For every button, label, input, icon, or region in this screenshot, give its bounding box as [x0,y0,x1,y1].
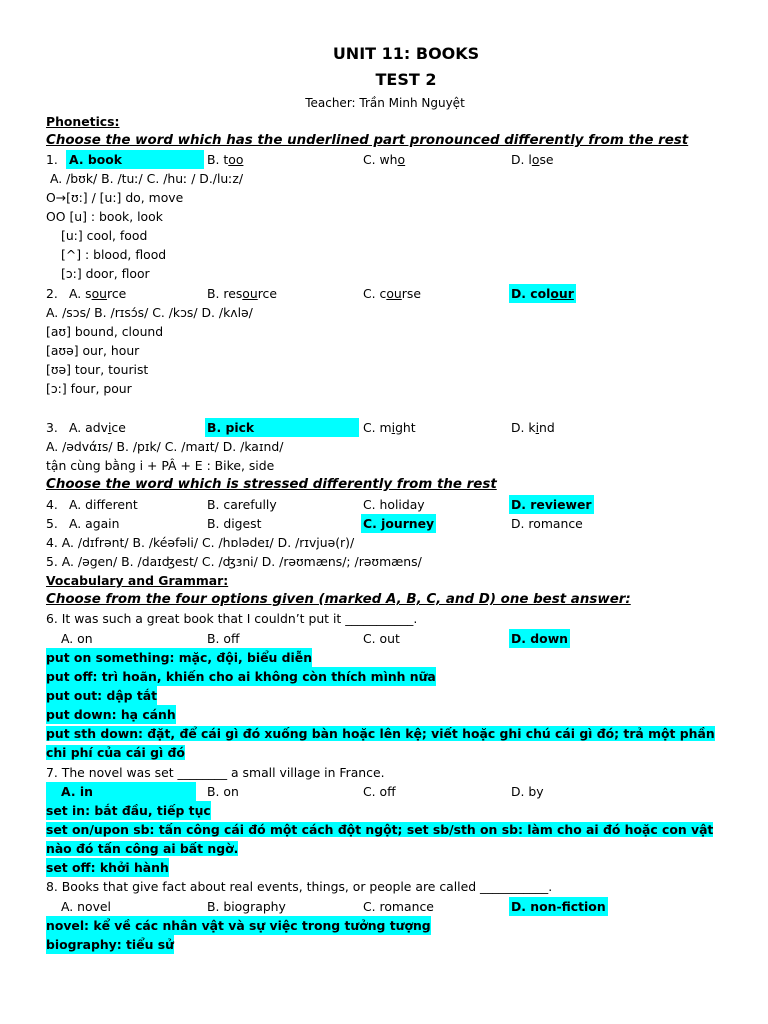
stress-note-4 [0,533,768,552]
q6-note-3 [0,686,768,705]
q1-rule-long-u: [u:] cool, food [61,228,148,243]
q4-option-d-answer: D. reviewer [511,497,592,512]
vocab-heading-line [0,571,768,590]
unit-title: UNIT 11: BOOKS [332,44,480,63]
phonetics-heading: Phonetics: [46,114,120,129]
q5-number: 5. [46,516,58,531]
q1-note-1 [0,169,768,188]
q1-note-3 [0,207,768,226]
q2-transcription: A. /sɔs/ B. /rɪsɔ́s/ C. /kɔs/ D. /kʌlə/ [46,305,253,320]
q1-b-text: B. t [207,152,229,167]
q1-c-underlined: o [397,152,406,167]
q8-option-c: C. romance [363,899,434,914]
q6-note-put-off: put off: trì hoãn, khiến cho ai không còn thích mình nữa [46,669,436,684]
q6-note-put-down: put down: hạ cánh [46,707,176,722]
vocab-instruction: Choose from the four options given (marked A, B, C, and D) one best answer: [46,592,631,607]
question-5 [0,514,768,533]
q7-option-a-answer: A. in [46,782,196,801]
q5-option-d: D. romance [511,516,583,531]
q5-option-c-answer: C. journey [363,516,435,531]
test-title-line [0,70,768,92]
q1-b-underlined: oo [228,152,244,167]
q7-note-1 [0,801,768,820]
q1-option-c [363,150,405,169]
q8-option-d-answer: D. non-fiction [511,899,606,914]
q2-c-text: C. c [363,286,387,301]
q6-option-c: C. out [363,631,400,646]
q6-stem: 6. It was such a great book that I couldn’t put it ___________. [46,611,418,626]
q7-note-set-on: set on/upon sb: tấn công cái đó một cách đột ngột; set sb/sth on sb: làm cho ai đó hoặc con vật nào đó tấn công ai bất ngờ. [46,822,714,856]
unit-title-line [0,44,768,66]
q3-c-text: C. m [363,420,392,435]
q7-stem: 7. The novel was set ________ a small village in France. [46,765,385,780]
q7-note-set-in: set in: bắt đầu, tiếp tục [46,803,211,818]
q6-note-put-out: put out: dập tắt [46,688,158,703]
q7-note-set-off: set off: khởi hành [46,860,169,875]
q6-note-4 [0,705,768,724]
q3-a-text: A. adv [69,420,108,435]
phonetics-instruction: Choose the word which has the underlined part pronounced differently from the rest [46,133,689,148]
q3-note-2 [0,456,768,475]
q2-c-underlined: ou [386,286,402,301]
q1-d-suffix: se [539,152,554,167]
q8-note-novel: novel: kể về các nhân vật và sự việc trong tưởng tượng [46,918,431,933]
teacher-name: Teacher: Trần Minh Nguyệt [305,96,465,110]
q7-option-c: C. off [363,784,396,799]
q2-a-underlined: ou [91,286,108,301]
stress-instruction: Choose the word which is stressed differently from the rest [46,477,497,492]
q2-note-1 [0,303,768,322]
phonetics-heading-line [0,112,768,131]
q8-note-1 [0,916,768,935]
question-4 [0,495,768,514]
q3-d-suffix: nd [539,420,555,435]
q7-note-3 [0,858,768,877]
q1-c-text: C. wh [363,152,398,167]
q6-note-put-sth-down: put sth down: đặt, để cái gì đó xuống bàn hoặc lên kệ; viết hoặc ghi chú cái gì đó; trả một phần chi phí của cái gì đó [46,726,715,760]
q7-option-d: D. by [511,784,544,799]
q2-c-suffix: rse [401,286,421,301]
q1-note-6 [0,264,768,283]
q2-note-2 [0,322,768,341]
q6-note-2 [0,667,768,686]
q1-option-a-answer: A. book [66,150,204,169]
q3-transcription: A. /ədvάɪs/ B. /pɪk/ C. /maɪt/ D. /kaɪnd/ [46,439,284,454]
q3-number: 3. [46,420,58,435]
q2-rule-au: [aʊ] bound, clound [46,324,164,339]
q2-option-d-answer [509,284,576,303]
q1-number: 1. [46,152,58,167]
q3-rule: tận cùng bằng i + PÂ + E : Bike, side [46,458,275,473]
q2-number: 2. [46,286,58,301]
q8-note-biography: biography: tiểu sử [46,937,174,952]
q7-options [0,782,768,801]
q3-a-suffix: ce [111,420,126,435]
q7-stem-line [0,763,768,782]
q2-note-4 [0,360,768,379]
q1-d-text: D. l [511,152,532,167]
q1-option-d [511,150,554,169]
q3-option-a [69,418,126,437]
q2-rule-ue: [ʊə] tour, tourist [46,362,149,377]
q3-c-underlined: i [391,420,396,435]
q6-option-d-answer: D. down [511,631,568,646]
question-3 [0,418,768,437]
q2-note-3 [0,341,768,360]
phonetics-instruction-line [0,131,768,150]
q2-option-a [69,284,126,303]
q1-rule-open-o: [ɔ:] door, floor [61,266,150,281]
q8-note-2 [0,935,768,954]
question-2 [0,284,768,303]
q2-note-5 [0,379,768,398]
stress-instruction-line [0,475,768,494]
q4-option-c: C. holiday [363,497,425,512]
q1-transcription: A. /bʊk/ B. /tuː/ C. /huː / D./luːz/ [50,171,244,186]
q4-transcription: 4. A. /dɪfrənt/ B. /kéəfəli/ C. /hɒlədeɪ/ D. /rɪvjuə(r)/ [46,535,355,550]
q8-options [0,897,768,916]
q1-option-b [207,150,243,169]
q4-number: 4. [46,497,58,512]
q4-option-a: A. different [69,497,138,512]
q2-d-underlined: our [550,286,574,301]
test-title: TEST 2 [375,70,437,89]
q5-option-a: A. again [69,516,120,531]
q8-option-a: A. novel [61,899,111,914]
q1-rule-o: O→[ʊ:] / [u:] do, move [46,190,184,205]
q2-b-suffix: rce [257,286,277,301]
q8-stem-line [0,877,768,896]
q6-note-1 [0,648,768,667]
q1-note-4 [0,226,768,245]
q2-b-underlined: ou [242,286,258,301]
q3-option-d [511,418,555,437]
q1-d-underlined: o [531,152,540,167]
stress-note-5 [0,552,768,571]
q2-rule-aue: [aʊə] our, hour [46,343,140,358]
q1-note-2 [0,188,768,207]
q7-option-b: B. on [207,784,239,799]
q2-a-suffix: rce [107,286,127,301]
q2-option-c [363,284,421,303]
teacher-line [0,94,768,113]
vocab-instruction-line [0,590,768,609]
q3-option-c [363,418,416,437]
q1-rule-oo: OO [u] : book, look [46,209,163,224]
vocab-heading: Vocabulary and Grammar: [46,573,229,588]
q8-option-b: B. biography [207,899,286,914]
q3-option-b-answer: B. pick [205,418,359,437]
question-1 [0,150,768,169]
q1-rule-caret: [^] : blood, flood [61,247,167,262]
q3-a-underlined: i [107,420,112,435]
q3-d-text: D. k [511,420,536,435]
q6-option-b: B. off [207,631,240,646]
q2-rule-open-o: [ɔ:] four, pour [46,381,132,396]
q6-note-put-on: put on something: mặc, đội, biểu diễn [46,650,313,665]
q6-option-a: A. on [61,631,93,646]
q3-d-underlined: i [535,420,540,435]
q3-c-suffix: ght [395,420,416,435]
q2-option-b [207,284,277,303]
q4-option-b: B. carefully [207,497,277,512]
q2-a-text: A. s [69,286,92,301]
q6-options [0,629,768,648]
q8-stem: 8. Books that give fact about real events, things, or people are called ___________. [46,879,553,894]
q5-option-b: B. digest [207,516,262,531]
q7-long-note [46,820,722,858]
q6-long-note [46,724,722,762]
q2-b-text: B. res [207,286,243,301]
q6-stem-line [0,609,768,628]
q3-note-1 [0,437,768,456]
q2-d-text: D. col [511,286,551,301]
q5-transcription: 5. A. /əgen/ B. /daɪʤest/ C. /ʤɜni/ D. /rəʊmæns/; /rəʊmæns/ [46,554,422,569]
q1-note-5 [0,245,768,264]
